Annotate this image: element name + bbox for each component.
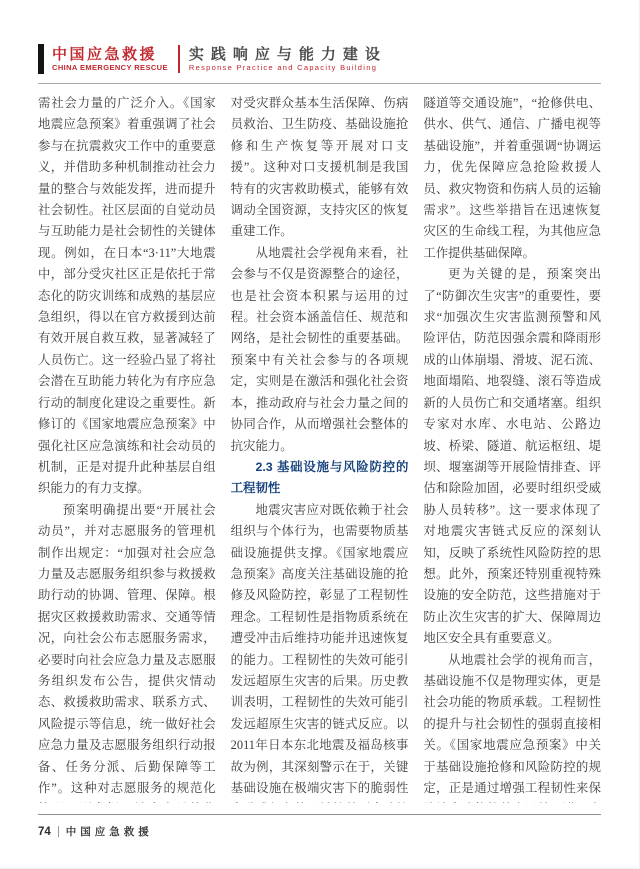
journal-logo-en: CHINA EMERGENCY RESCUE (52, 63, 168, 72)
column-1 (38, 93, 216, 803)
section-title-cn: 实践响应与能力建设 (188, 46, 387, 63)
journal-logo (52, 46, 168, 72)
section-title (189, 46, 387, 72)
body-paragraph: 更为关键的是，预案突出了“防御次生灾害”的重要性，要求“加强次生灾害监测预警和风险评估，防范因强余震和降雨形成的山体崩塌、滑坡、泥石流、地面塌陷、地裂缝、滚石等造成新的人员伤亡和交通堵塞。组织专家对水库、水电站、公路边坡、桥梁、隧道、航运枢纽、堤坝、堰塞湖等开展险情排查、评估和除险加固，必要时组织受威胁人员转移”。这一要求体现了对地震灾害链式反应的深刻认知，反映了系统性风险防控的思想。此外，预案还特别重视特殊设施的安全防范，这些措施对于防止次生灾害的扩大、保障周边地区安全具有重要意义。 (423, 267, 601, 646)
body-paragraph: 预案明确提出要“开展社会动员”，并对志愿服务的管理机制作出规定：“加强对社会应急力量及志愿服务组织参与救援救助行动的协调、管理、保障。根据灾区救援救助需求、交通等情况，向社会公布志愿服务需求，必要时向社会应急力量及志愿服务组织发布公告，提供灾情动态、救援救助需求、联系方式、风险提示等信息，统一做好社会应急力量及志愿服务组织行动报备、任务分派、后勤保障等工作”。这种对志愿服务的规范化 (38, 502, 216, 795)
section-title-en: Response Practice and Capacity Building (188, 63, 378, 72)
body-paragraph: 从地震社会学的视角而言，基础设施不仅是物理实体，更是社会功能的物质承载。工程韧性的提升与社会韧性的强弱直接相关。《国家地震应急预案》中关于基础设施抢修和风险防控的规定，正是通过增强工程韧性来保 (423, 652, 601, 795)
subsection-heading-2-3: 2.3 基础设施与风险防控的工程韧性 (230, 459, 409, 496)
page-footer (38, 814, 601, 839)
column-2 (231, 93, 409, 803)
footer-divider (58, 826, 59, 837)
column-3 (423, 93, 601, 803)
page-number: 74 (38, 825, 51, 838)
header-divider (178, 45, 180, 73)
article-body (38, 93, 601, 803)
body-paragraph: 从地震社会学视角来看，社会参与不仅是资源整合的途径，也是社会资本积累与运用的过程。社会资本涵盖信任、规范和网络，是社会韧性的重要基础。预案中有关社会参与的各项规定，实则是在激活和强化社会资本，推动政府与社会力量之间的协同合作，从而增强社会整体的抗灾能力。 (230, 245, 409, 453)
body-paragraph: 隧道等交通设施”，“抢修供电、供水、供气、通信、广播电视等基础设施”，并着重强调“协调运力，优先保障应急抢险救援人员、救灾物资和伤病人员的运输需求”。这些举措旨在迅速恢复灾区的生命线工程，为其他应急工作提供基础保障。 (423, 96, 601, 260)
body-paragraph: 地震灾害应对既依赖于社会组织与个体行为，也需要物质基础设施提供支撑。《国家地震应急预案》高度关注基础设施的抢修及风险防控，彰显了工程韧性理念。工程韧性是指物质系统在遭受冲击后维持功能并迅速恢复的能力。工程韧性的失效可能引发远超原生灾害的后果。历史教训表明，工程韧性的失效可能引发远超原生灾害的链式反应。以2011年日本东北地震及福岛核事故为例，其深刻警示在于，关键基础设施在极端灾害下的脆弱性 (230, 502, 409, 795)
footer-journal-name: 中国应急救援 (65, 826, 153, 838)
brand-bar-icon (38, 44, 44, 74)
body-paragraph: 需社会力量的广泛介入。《国家地震应急预案》着重强调了社会参与在抗震救灾工作中的重要意义，并借助多种机制推动社会力量的整合与效能发挥，进而提升社会韧性。社区层面的自觉动员与互助能力是社会韧性的关键体现。例如，在日本“3·11”大地震中，部分受灾社区正是依托于常态化的防灾训练和成熟的基层应急组织，得以在官方救援到达前有效开展自救互救，显著减轻了人员伤亡。这一经验凸显了将社会潜在互助能力转化为有序应急行动的制度化建设之重要性。新修订的《国家地震应急预案》中强化社区应急演练和社会动员的机制，正是对提升此种基层自组织能力的有力支撑。 (38, 96, 216, 496)
body-paragraph: 对受灾群众基本生活保障、伤病员救治、卫生防疫、基础设施抢修和生产恢复等开展对口支援”。这种对口支援机制是我国特有的灾害救助模式，能够有效调动全国资源，支持灾区的恢复重建工作。 (230, 96, 409, 239)
journal-logo-cn: 中国应急救援 (52, 46, 158, 63)
page-header (38, 42, 601, 84)
